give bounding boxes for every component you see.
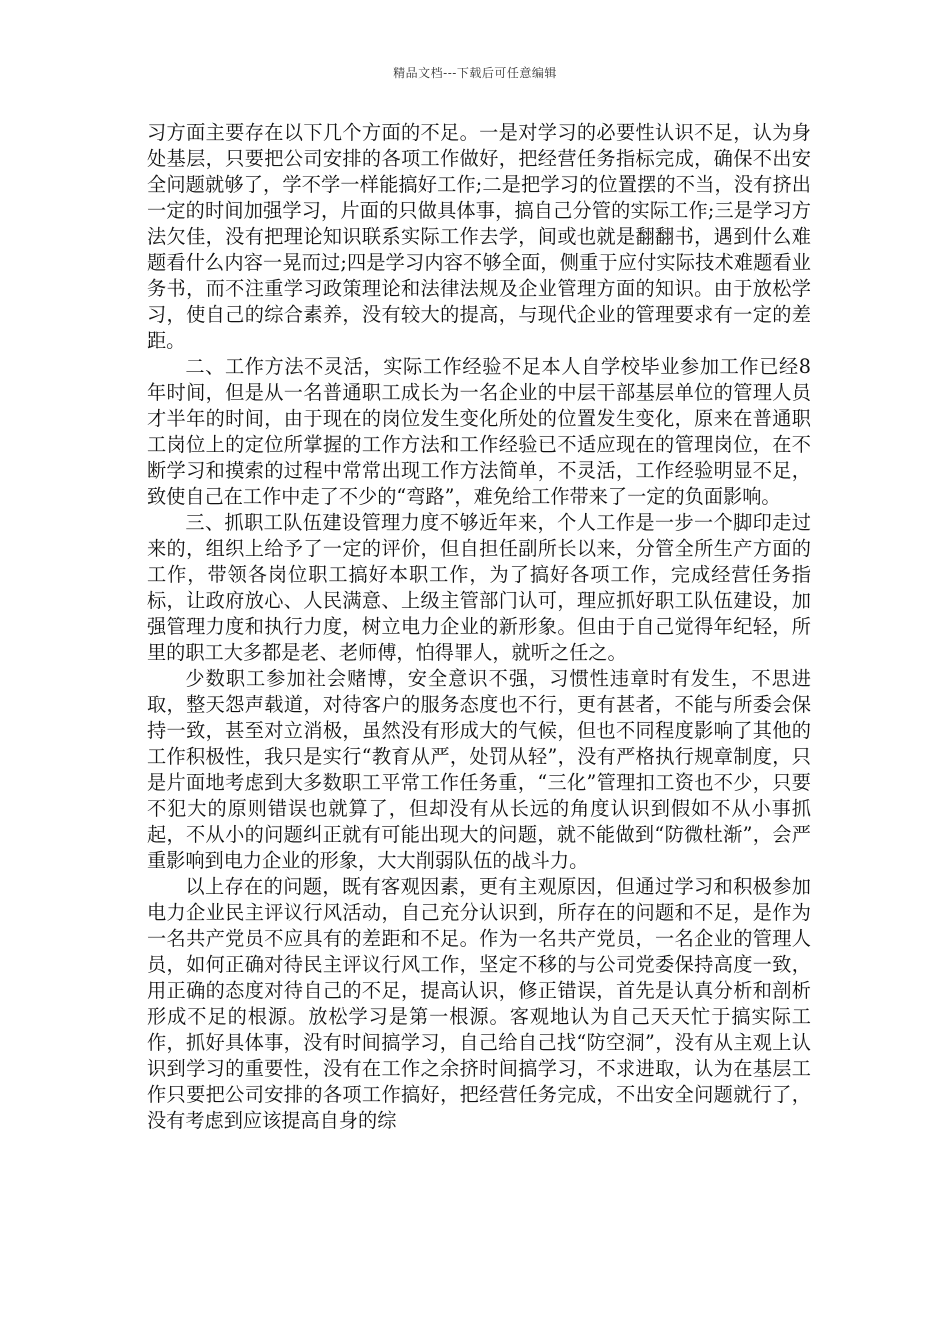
paragraph-root-causes: 以上存在的问题，既有客观因素，更有主观原因，但通过学习和积极参加电力企业民主评议行风活动，自己充分认识到，所存在的问题和不足，是作为一名共产党员不应具有的差距和不足。作为一名共产党员，一名企业的管理人员，如何正确对待民主评议行风工作，坚定不移的与公司党委保持高度一致，用正确的态度对待自己的不足，提高认识，修正错误，首先是认真分析和剖析形成不足的根源。放松学习是第一根源。客观地认为自己天天忙于搞实际工作，抓好具体事，没有时间搞学习，自己给自己找“防空洞”，没有从主观上认识到学习的重要性，没有在工作之余挤时间搞学习，不求进取，认为在基层工作只要把公司安排的各项工作搞好，把经营任务完成，不出安全问题就行了，没有考虑到应该提高自身的综	[147, 875, 811, 1132]
paragraph-work-method: 二、工作方法不灵活，实际工作经验不足本人自学校毕业参加工作已经8年时间，但是从一名普通职工成长为一名企业的中层干部基层单位的管理人员才半年的时间，由于现在的岗位发生变化所处的位置发生变化，原来在普通职工岗位上的定位所掌握的工作方法和工作经验已不适应现在的管理岗位，在不断学习和摸索的过程中常常出现工作方法简单，不灵活，工作经验明显不足，致使自己在工作中走了不少的“弯路”，难免给工作带来了一定的负面影响。	[147, 355, 811, 508]
page-header: 精品文档---下载后可任意编辑	[393, 66, 557, 80]
paragraph-employees: 少数职工参加社会赌博，安全意识不强，习惯性违章时有发生，不思进取，整天怨声载道，对待客户的服务态度也不行，更有甚者，不能与所委会保持一致，甚至对立消极，虽然没有形成大的气候，但也不同程度影响了其他的工作积极性，我只是实行“教育从严，处罚从轻”，没有严格执行规章制度，只是片面地考虑到大多数职工平常工作任务重，“三化”管理扣工资也不少，只要不犯大的原则错误也就算了，但却没有从长远的角度认识到假如不从小事抓起，不从小的问题纠正就有可能出现大的问题，就不能做到“防微杜渐”，会严重影响到电力企业的形象，大大削弱队伍的战斗力。	[147, 667, 811, 872]
paragraph-team-building: 三、抓职工队伍建设管理力度不够近年来，个人工作是一步一个脚印走过来的，组织上给予了一定的评价，但自担任副所长以来，分管全所生产方面的工作，带领各岗位职工搞好本职工作，为了搞好各项工作，完成经营任务指标，让政府放心、人民满意、上级主管部门认可，理应抓好职工队伍建设，加强管理力度和执行力度，树立电力企业的新形象。但由于自己觉得年纪轻，所里的职工大多都是老、老师傅，怕得罪人，就听之任之。	[147, 511, 811, 664]
paragraph-continuation: 习方面主要存在以下几个方面的不足。一是对学习的必要性认识不足，认为身处基层，只要把公司安排的各项工作做好，把经营任务指标完成，确保不出安全问题就够了，学不学一样能搞好工作;二是把学习的位置摆的不当，没有挤出一定的时间加强学习，片面的只做具体事，搞自己分管的实际工作;三是学习方法欠佳，没有把理论知识联系实际工作去学，间或也就是翻翻书，遇到什么难题看什么内容一晃而过;四是学习内容不够全面，侧重于应付实际技术难题看业务书，而不注重学习政策理论和法律法规及企业管理方面的知识。由于放松学习，使自己的综合素养，没有较大的提高，与现代企业的管理要求有一定的差距。	[147, 121, 811, 352]
document-body	[147, 120, 811, 1134]
